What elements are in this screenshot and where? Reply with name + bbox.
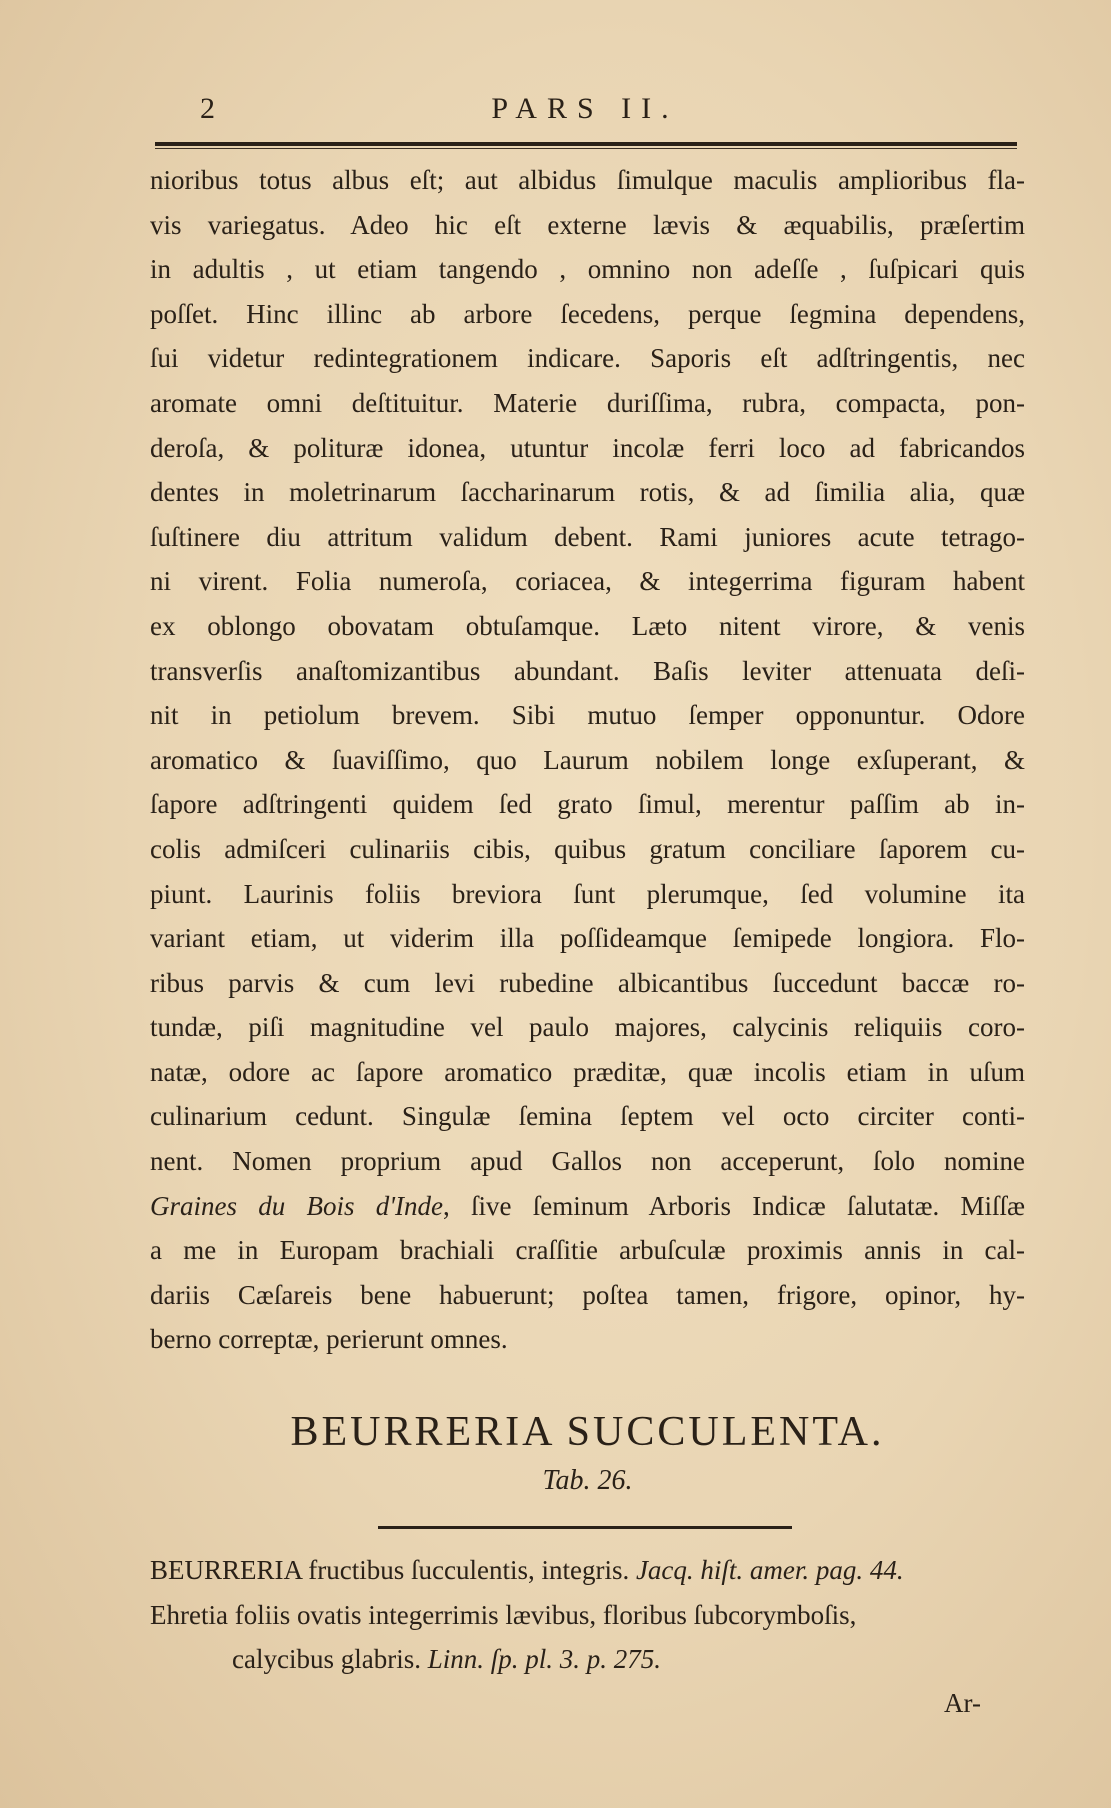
text-line: a me in Europam brachiali craſſitie arbuſculæ proximis annis in cal- <box>150 1235 1025 1266</box>
text-line: aromatico & ſuaviſſimo, quo Laurum nobilem longe exſuperant, & <box>150 744 1025 775</box>
running-title: PARS II. <box>491 92 679 125</box>
synonym-line <box>150 1637 1025 1682</box>
synonym-text: Ehretia foliis ovatis integerrimis lævibus, floribus ſubcorymboſis, <box>150 1599 857 1630</box>
text-line: variant etiam, ut viderim illa poſſideamque ſemipede longiora. Flo- <box>150 923 1025 954</box>
text-line: transverſis anaſtomizantibus abundant. Baſis leviter attenuata deſi- <box>150 655 1025 686</box>
synonym-line <box>150 1593 1025 1638</box>
section-rule <box>378 1526 792 1529</box>
text-line: ſui videtur redintegrationem indicare. Saporis eſt adſtringentis, nec <box>150 343 1025 374</box>
text-line: ex oblongo obovatam obtuſamque. Læto nitent virore, & venis <box>150 610 1025 641</box>
page-number: 2 <box>200 92 215 125</box>
text-line: natæ, odore ac ſapore aromatico præditæ, quæ incolis etiam in uſum <box>150 1056 1025 1087</box>
text-line: ſuſtinere diu attritum validum debent. Rami juniores acute tetrago- <box>150 521 1025 552</box>
synonymy-block <box>150 1548 1025 1682</box>
text-line: tundæ, piſi magnitudine vel paulo majores, calycinis reliquiis coro- <box>150 1012 1025 1043</box>
text-line: nit in petiolum brevem. Sibi mutuo ſemper opponuntur. Odore <box>150 700 1025 731</box>
text-line: dariis Cæſareis bene habuerunt; poſtea tamen, frigore, opinor, hy- <box>150 1279 1025 1310</box>
header-rule <box>155 142 1017 146</box>
plate-reference: Tab. 26. <box>542 1465 633 1496</box>
synonym-reference: Linn. ſp. pl. 3. p. 275. <box>427 1644 661 1675</box>
text-line: culinarium cedunt. Singulæ ſemina ſeptem vel octo circiter conti- <box>150 1101 1025 1132</box>
text-line: in adultis , ut etiam tangendo , omnino non adeſſe , ſuſpicari quis <box>150 254 1025 285</box>
text-line-with-italic <box>150 1184 1025 1229</box>
text-line: ſapore adſtringenti quidem ſed grato ſimul, merentur paſſim ab in- <box>150 789 1025 820</box>
synonym-text: calycibus glabris. <box>232 1644 421 1675</box>
text-line: poſſet. Hinc illinc ab arbore ſecedens, perque ſegmina dependens, <box>150 298 1025 329</box>
catchword: Ar- <box>944 1688 981 1718</box>
text-line: ni virent. Folia numeroſa, coriacea, & integerrima figuram habent <box>150 566 1025 597</box>
text-line: colis admiſceri culinariis cibis, quibus gratum conciliare ſaporem cu- <box>150 833 1025 864</box>
text-line-last: berno correptæ, perierunt omnes. <box>150 1324 508 1355</box>
text-line: dentes in moletrinarum ſaccharinarum rotis, & ad ſimilia alia, quæ <box>150 477 1025 508</box>
text-line: deroſa, & polituræ idonea, utuntur incolæ ferri loco ad fabricandos <box>150 432 1025 463</box>
text-line: piunt. Laurinis foliis breviora ſunt plerumque, ſed volumine ita <box>150 878 1025 909</box>
text-fragment: , ſive ſeminum Arboris Indicæ ſalutatæ. Miſſæ <box>443 1190 1026 1221</box>
text-line: nent. Nomen proprium apud Gallos non acceperunt, ſolo nomine <box>150 1146 1025 1177</box>
page-header <box>150 92 1020 132</box>
italic-phrase: Graines du Bois d'Inde <box>150 1190 444 1221</box>
text-line: ribus parvis & cum levi rubedine albicantibus ſuccedunt baccæ ro- <box>150 967 1025 998</box>
text-line: aromate omni deſtituitur. Materie duriſſima, rubra, compacta, pon- <box>150 387 1025 418</box>
body-paragraph <box>150 158 1025 1362</box>
synonym-text: BEURRERIA fructibus ſucculentis, integris. <box>150 1555 630 1585</box>
synonym-reference: Jacq. hiſt. amer. pag. 44. <box>635 1555 904 1585</box>
text-line: nioribus totus albus eſt; aut albidus ſimulque maculis amplioribus fla- <box>150 165 1025 195</box>
section-title: BEURRERIA SUCCULENTA. <box>290 1409 885 1455</box>
synonym-line <box>150 1548 1025 1593</box>
text-line: vis variegatus. Adeo hic eſt externe lævis & æquabilis, præſertim <box>150 209 1025 240</box>
header-rule-thin <box>155 148 1017 149</box>
